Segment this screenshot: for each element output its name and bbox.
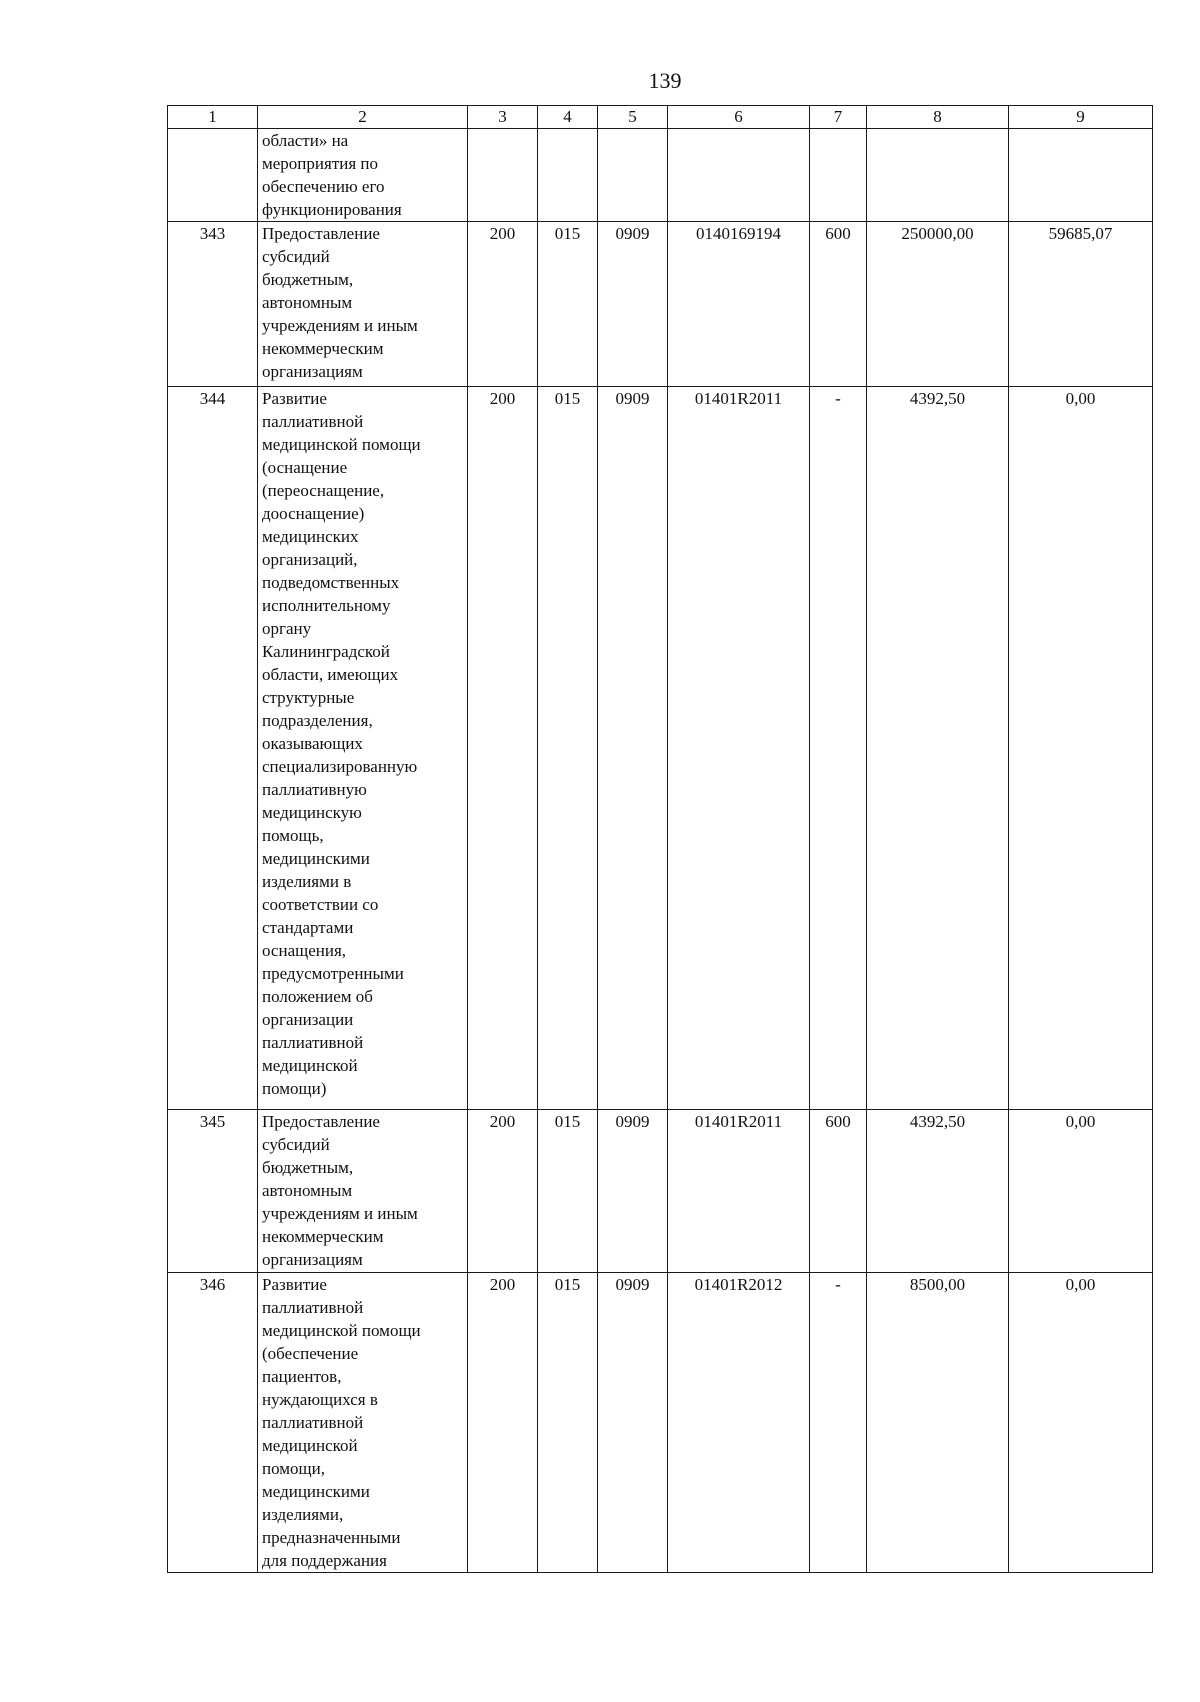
cell-num	[168, 129, 258, 222]
cell-c7: 600	[810, 222, 867, 387]
cell-c7: -	[810, 387, 867, 1110]
cell-c6: 0140169194	[668, 222, 810, 387]
cell-c6: 01401R2011	[668, 387, 810, 1110]
col-header: 6	[668, 106, 810, 129]
cell-description: Развитие паллиативной медицинской помощи (оснащение (переоснащение, дооснащение) медицинских организаций, подведомственных исполнительному органу Калининградской области, имеющих структурные подразделения, оказывающих специализированную паллиативную медицинскую помощь, медицинскими изделиями в соответствии со стандартами оснащения, предусмотренными положением об организации паллиативной медицинской помощи)	[258, 387, 468, 1110]
col-header: 1	[168, 106, 258, 129]
cell-empty	[468, 129, 538, 222]
cell-num: 344	[168, 387, 258, 1110]
cell-description: Развитие паллиативной медицинской помощи (обеспечение пациентов, нуждающихся в паллиативной медицинской помощи, медицинскими изделиями, предназначенными для поддержания	[258, 1273, 468, 1573]
cell-empty	[810, 129, 867, 222]
cell-c5: 0909	[598, 387, 668, 1110]
cell-description: области» на мероприятия по обеспечению его функционирования	[258, 129, 468, 222]
cell-c4: 015	[538, 222, 598, 387]
cell-empty	[668, 129, 810, 222]
table-row	[168, 1273, 1153, 1573]
cell-description: Предоставление субсидий бюджетным, автономным учреждениям и иным некоммерческим организациям	[258, 222, 468, 387]
table-row-continuation	[168, 129, 1153, 222]
cell-c5: 0909	[598, 1110, 668, 1273]
cell-c9: 0,00	[1009, 1110, 1153, 1273]
cell-num: 343	[168, 222, 258, 387]
cell-c6: 01401R2011	[668, 1110, 810, 1273]
cell-c7: -	[810, 1273, 867, 1573]
cell-num: 346	[168, 1273, 258, 1573]
cell-empty	[1009, 129, 1153, 222]
col-header: 5	[598, 106, 668, 129]
cell-c9: 0,00	[1009, 387, 1153, 1110]
cell-c3: 200	[468, 387, 538, 1110]
cell-c8: 4392,50	[867, 1110, 1009, 1273]
cell-num: 345	[168, 1110, 258, 1273]
cell-empty	[538, 129, 598, 222]
col-header: 2	[258, 106, 468, 129]
col-header: 9	[1009, 106, 1153, 129]
cell-c7: 600	[810, 1110, 867, 1273]
cell-c3: 200	[468, 222, 538, 387]
col-header: 4	[538, 106, 598, 129]
cell-c6: 01401R2012	[668, 1273, 810, 1573]
cell-c5: 0909	[598, 1273, 668, 1573]
cell-c9: 0,00	[1009, 1273, 1153, 1573]
cell-c4: 015	[538, 1110, 598, 1273]
col-header: 7	[810, 106, 867, 129]
cell-c5: 0909	[598, 222, 668, 387]
table-row	[168, 222, 1153, 387]
cell-c4: 015	[538, 1273, 598, 1573]
cell-c3: 200	[468, 1273, 538, 1573]
table-row	[168, 1110, 1153, 1273]
cell-c9: 59685,07	[1009, 222, 1153, 387]
cell-c8: 4392,50	[867, 387, 1009, 1110]
cell-empty	[598, 129, 668, 222]
table-row	[168, 387, 1153, 1110]
budget-table	[167, 105, 1153, 1573]
cell-c8: 8500,00	[867, 1273, 1009, 1573]
cell-c8: 250000,00	[867, 222, 1009, 387]
cell-c4: 015	[538, 387, 598, 1110]
page-number: 139	[648, 68, 682, 93]
col-header: 8	[867, 106, 1009, 129]
cell-description: Предоставление субсидий бюджетным, автономным учреждениям и иным некоммерческим организациям	[258, 1110, 468, 1273]
cell-c3: 200	[468, 1110, 538, 1273]
cell-empty	[867, 129, 1009, 222]
col-header: 3	[468, 106, 538, 129]
header-row	[168, 106, 1153, 129]
